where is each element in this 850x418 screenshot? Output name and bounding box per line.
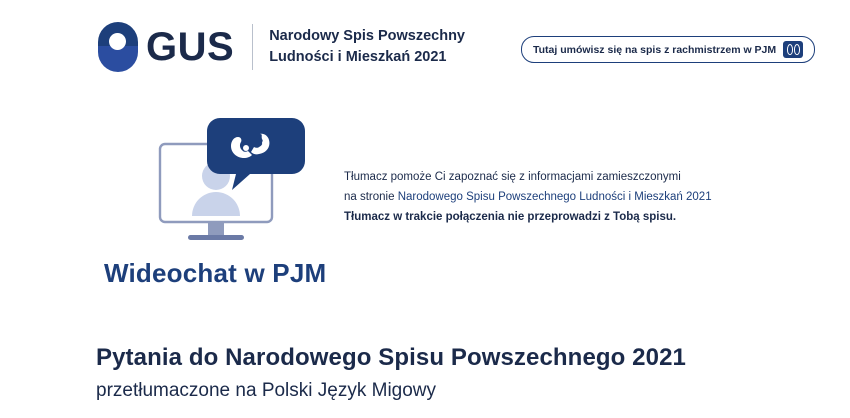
info-line-2	[344, 188, 724, 208]
gus-logo-icon	[96, 22, 140, 72]
sign-language-hands-icon	[783, 41, 803, 58]
info-paragraph	[344, 168, 724, 227]
logo-inner-dot	[109, 33, 126, 50]
info-line-2-prefix: na stronie	[344, 190, 398, 203]
page-title	[269, 26, 465, 68]
page-title-line-1: Narodowy Spis Powszechny	[269, 27, 465, 44]
header-divider	[252, 24, 253, 70]
info-line-3: Tłumacz w trakcie połączenia nie przeprowadzi z Tobą spisu.	[344, 210, 677, 223]
info-line-1: Tłumacz pomoże Ci zapoznać się z informacjami zamieszczonymi	[344, 171, 681, 183]
info-line-2-highlight: Narodowego Spisu Powszechnego Ludności i Mieszkań 2021	[397, 190, 712, 203]
appointment-cta-label: Tutaj umówisz się na spis z rachmistrzem w PJM	[533, 43, 777, 56]
section-subtitle: przetłumaczone na Polski Język Migowy	[96, 380, 437, 401]
videochat-pjm-illustration	[138, 110, 328, 250]
section-title: Pytania do Narodowego Spisu Powszechnego 2021	[96, 344, 686, 371]
site-header	[96, 22, 465, 72]
page-title-line-2: Ludności i Mieszkań 2021	[269, 49, 447, 65]
gus-wordmark: GUS	[146, 25, 235, 69]
appointment-cta-button[interactable]	[521, 36, 815, 63]
videochat-heading: Wideochat w PJM	[104, 258, 327, 288]
